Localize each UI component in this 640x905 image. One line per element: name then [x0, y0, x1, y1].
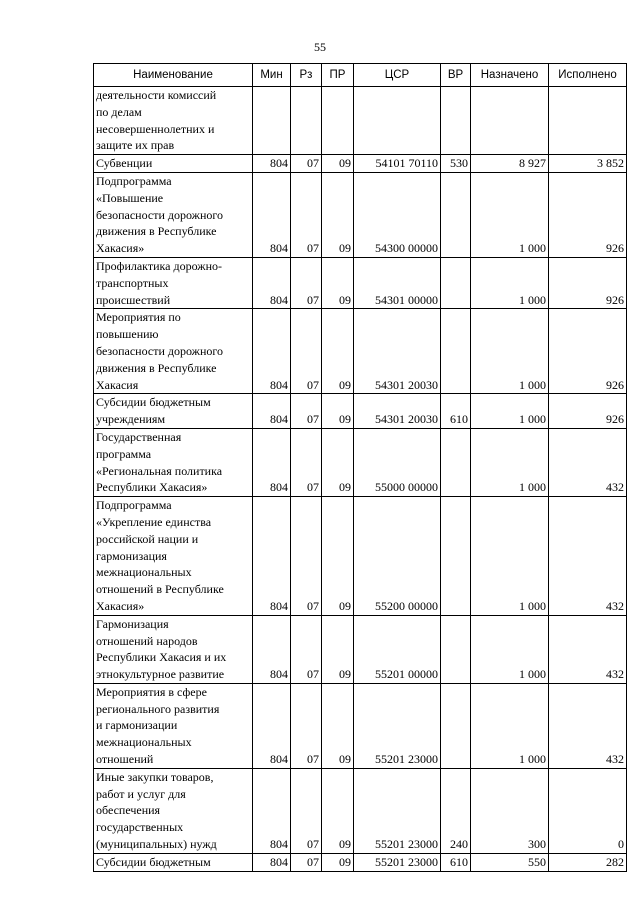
- cell-executed: 926: [549, 257, 627, 308]
- cell-rz: 07: [291, 257, 322, 308]
- cell-assigned: 1 000: [471, 615, 549, 683]
- cell-name-line: «Укрепление единства: [96, 514, 212, 529]
- cell-vr: [441, 683, 471, 768]
- cell-name-line: обеспечения: [96, 803, 161, 818]
- cell-csr: 54301 00000: [354, 257, 441, 308]
- cell-name-line: Республики Хакасия»: [96, 480, 208, 495]
- cell-vr: [441, 309, 471, 394]
- cell-assigned: 8 927: [471, 155, 549, 173]
- cell-executed: [549, 87, 627, 155]
- cell-name-line: «Региональная политика: [96, 463, 223, 478]
- cell-name-line: Профилактика дорожно-: [96, 258, 223, 273]
- cell-name-line: Хакасия»: [96, 598, 145, 613]
- cell-name: [94, 683, 253, 768]
- cell-pr: 09: [322, 615, 354, 683]
- cell-pr: 09: [322, 172, 354, 257]
- cell-name-line: Подпрограмма: [96, 498, 172, 513]
- cell-rz: 07: [291, 768, 322, 853]
- cell-name-line: движения в Республике: [96, 360, 217, 375]
- cell-pr: 09: [322, 853, 354, 871]
- cell-csr: 54301 20030: [354, 394, 441, 429]
- cell-name-line: (муниципальных) нужд: [96, 837, 217, 852]
- table-row: [94, 497, 627, 616]
- cell-name-line: Подпрограмма: [96, 173, 172, 188]
- table-row: [94, 172, 627, 257]
- cell-name-line: Субвенции: [96, 156, 153, 171]
- cell-name: [94, 155, 253, 173]
- cell-name-line: Республики Хакасия и их: [96, 650, 227, 665]
- table-row: [94, 155, 627, 173]
- cell-name: [94, 309, 253, 394]
- cell-vr: [441, 615, 471, 683]
- table-row: [94, 309, 627, 394]
- cell-assigned: 1 000: [471, 428, 549, 496]
- cell-assigned: 1 000: [471, 172, 549, 257]
- cell-name-line: Хакасия»: [96, 241, 145, 256]
- cell-pr: 09: [322, 428, 354, 496]
- cell-assigned: [471, 87, 549, 155]
- cell-rz: 07: [291, 309, 322, 394]
- cell-name-line: повышению: [96, 327, 159, 342]
- cell-rz: 07: [291, 394, 322, 429]
- cell-csr: 54300 00000: [354, 172, 441, 257]
- cell-pr: 09: [322, 309, 354, 394]
- cell-name-line: защите их прав: [96, 138, 175, 153]
- cell-name-line: Хакасия: [96, 377, 139, 392]
- cell-name-line: Государственная: [96, 429, 182, 444]
- cell-min: 804: [253, 853, 291, 871]
- cell-assigned: 1 000: [471, 497, 549, 616]
- col-header-pr: ПР: [322, 64, 354, 87]
- cell-csr: 55201 00000: [354, 615, 441, 683]
- cell-name: [94, 172, 253, 257]
- cell-vr: [441, 257, 471, 308]
- cell-name-line: российской нации и: [96, 531, 199, 546]
- cell-min: 804: [253, 309, 291, 394]
- table-row: [94, 853, 627, 871]
- cell-name-line: Иные закупки товаров,: [96, 769, 214, 784]
- cell-min: 804: [253, 683, 291, 768]
- cell-name-line: межнациональных: [96, 565, 192, 580]
- col-header-assigned: Назначено: [471, 64, 549, 87]
- table-row: [94, 87, 627, 155]
- cell-executed: 926: [549, 172, 627, 257]
- cell-csr: 55200 00000: [354, 497, 441, 616]
- cell-vr: [441, 87, 471, 155]
- cell-name: [94, 394, 253, 429]
- cell-name-line: и гармонизации: [96, 718, 178, 733]
- cell-executed: 432: [549, 615, 627, 683]
- cell-pr: [322, 87, 354, 155]
- cell-pr: 09: [322, 155, 354, 173]
- table-row: [94, 394, 627, 429]
- cell-name-line: регионального развития: [96, 701, 220, 716]
- table-header-row: [94, 64, 627, 87]
- cell-executed: 432: [549, 497, 627, 616]
- cell-executed: 0: [549, 768, 627, 853]
- cell-min: [253, 87, 291, 155]
- cell-pr: 09: [322, 768, 354, 853]
- cell-pr: 09: [322, 257, 354, 308]
- cell-min: 804: [253, 155, 291, 173]
- cell-name: [94, 87, 253, 155]
- cell-name-line: отношений: [96, 752, 154, 767]
- budget-table: [93, 63, 627, 872]
- cell-name-line: безопасности дорожного: [96, 343, 224, 358]
- cell-csr: [354, 87, 441, 155]
- cell-csr: 55201 23000: [354, 683, 441, 768]
- cell-name: [94, 428, 253, 496]
- cell-name-line: межнациональных: [96, 735, 192, 750]
- cell-pr: 09: [322, 394, 354, 429]
- cell-assigned: 1 000: [471, 309, 549, 394]
- cell-name-line: отношений в Республике: [96, 582, 224, 597]
- cell-name: [94, 257, 253, 308]
- cell-name-line: Мероприятия по: [96, 310, 181, 325]
- table-row: [94, 615, 627, 683]
- cell-executed: 432: [549, 683, 627, 768]
- cell-executed: 926: [549, 394, 627, 429]
- cell-assigned: 1 000: [471, 394, 549, 429]
- cell-vr: [441, 428, 471, 496]
- cell-name-line: Гармонизация: [96, 616, 169, 631]
- cell-executed: 282: [549, 853, 627, 871]
- cell-assigned: 1 000: [471, 683, 549, 768]
- cell-assigned: 1 000: [471, 257, 549, 308]
- cell-name: [94, 615, 253, 683]
- cell-csr: 54101 70110: [354, 155, 441, 173]
- cell-vr: 610: [441, 394, 471, 429]
- table-row: [94, 428, 627, 496]
- col-header-vr: ВР: [441, 64, 471, 87]
- cell-rz: 07: [291, 853, 322, 871]
- cell-min: 804: [253, 257, 291, 308]
- cell-name-line: несовершеннолетних и: [96, 121, 215, 136]
- cell-name-line: деятельности комиссий: [96, 88, 217, 102]
- cell-rz: [291, 87, 322, 155]
- cell-name-line: Субсидии бюджетным: [96, 395, 211, 410]
- cell-name-line: движения в Республике: [96, 224, 217, 239]
- cell-name-line: программа: [96, 446, 152, 461]
- cell-vr: 530: [441, 155, 471, 173]
- cell-name-line: государственных: [96, 820, 184, 835]
- table-row: [94, 683, 627, 768]
- col-header-csr: ЦСР: [354, 64, 441, 87]
- cell-min: 804: [253, 768, 291, 853]
- cell-name-line: этнокультурное развитие: [96, 667, 225, 682]
- cell-name-line: учреждениям: [96, 412, 166, 427]
- col-header-name: Наименование: [94, 64, 253, 87]
- cell-rz: 07: [291, 155, 322, 173]
- cell-rz: 07: [291, 497, 322, 616]
- cell-pr: 09: [322, 497, 354, 616]
- cell-name-line: работ и услуг для: [96, 786, 186, 801]
- col-header-min: Мин: [253, 64, 291, 87]
- cell-name-line: гармонизация: [96, 548, 167, 563]
- col-header-rz: Рз: [291, 64, 322, 87]
- cell-name: [94, 768, 253, 853]
- cell-min: 804: [253, 615, 291, 683]
- cell-name-line: транспортных: [96, 275, 169, 290]
- cell-assigned: 550: [471, 853, 549, 871]
- cell-min: 804: [253, 394, 291, 429]
- cell-rz: 07: [291, 615, 322, 683]
- cell-name-line: «Повышение: [96, 190, 164, 205]
- cell-executed: 3 852: [549, 155, 627, 173]
- cell-csr: 55201 23000: [354, 853, 441, 871]
- cell-name-line: Мероприятия в сфере: [96, 684, 207, 699]
- cell-min: 804: [253, 172, 291, 257]
- cell-rz: 07: [291, 428, 322, 496]
- cell-executed: 432: [549, 428, 627, 496]
- cell-min: 804: [253, 428, 291, 496]
- cell-rz: 07: [291, 172, 322, 257]
- cell-name-line: Субсидии бюджетным: [96, 854, 211, 869]
- cell-name: [94, 853, 253, 871]
- cell-csr: 55201 23000: [354, 768, 441, 853]
- table-row: [94, 257, 627, 308]
- cell-csr: 54301 20030: [354, 309, 441, 394]
- cell-rz: 07: [291, 683, 322, 768]
- cell-csr: 55000 00000: [354, 428, 441, 496]
- page-number: 55: [314, 40, 326, 54]
- cell-executed: 926: [549, 309, 627, 394]
- cell-vr: 610: [441, 853, 471, 871]
- cell-name-line: безопасности дорожного: [96, 207, 224, 222]
- cell-name-line: происшествий: [96, 292, 171, 307]
- cell-name: [94, 497, 253, 616]
- cell-vr: [441, 172, 471, 257]
- cell-assigned: 300: [471, 768, 549, 853]
- cell-name-line: отношений народов: [96, 633, 198, 648]
- table-row: [94, 768, 627, 853]
- cell-name-line: по делам: [96, 104, 142, 119]
- cell-vr: [441, 497, 471, 616]
- table-body: [94, 87, 627, 872]
- col-header-executed: Исполнено: [549, 64, 627, 87]
- cell-pr: 09: [322, 683, 354, 768]
- cell-vr: 240: [441, 768, 471, 853]
- cell-min: 804: [253, 497, 291, 616]
